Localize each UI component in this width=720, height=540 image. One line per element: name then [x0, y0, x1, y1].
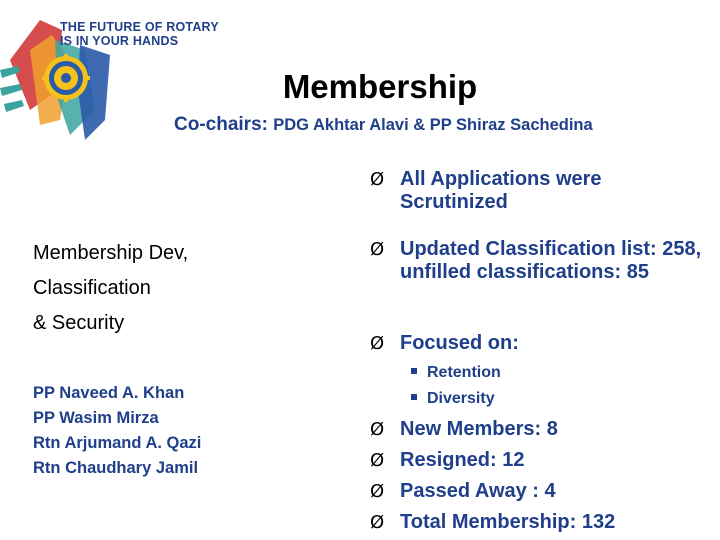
cochairs-names: PDG Akhtar Alavi & PP Shiraz Sachedina [273, 116, 593, 134]
logo-tagline-line: THE FUTURE OF ROTARY [60, 20, 219, 34]
sub-bullet-item [411, 361, 501, 384]
stat-text: Resigned: 12 [400, 449, 525, 471]
page-title: Membership [282, 68, 478, 105]
committee-heading-line: Membership Dev, [33, 242, 189, 264]
arrow-bullet-icon: Ø [370, 169, 385, 190]
sub-bullet-text: Diversity [427, 390, 495, 407]
logo-tagline [60, 20, 219, 48]
logo-tagline-line: IS IN YOUR HANDS [60, 34, 179, 48]
committee-heading [33, 236, 188, 341]
bullet-text: All Applications were Scrutinized [400, 168, 602, 213]
cochairs-line [174, 114, 593, 136]
committee-heading-line: & Security [33, 312, 125, 334]
stat-text: Passed Away : 4 [400, 480, 556, 502]
committee-heading-line: Classification [33, 277, 151, 299]
member-name: PP Wasim Mirza [33, 409, 159, 427]
stat-text: Total Membership: 132 [400, 511, 616, 533]
bullet-text: Focused on: [400, 332, 519, 354]
arrow-bullet-icon: Ø [370, 239, 385, 260]
arrow-bullet-icon: Ø [370, 512, 385, 533]
cochairs-label: Co-chairs: [174, 114, 268, 135]
member-name: Rtn Chaudhary Jamil [33, 459, 199, 477]
committee-members [33, 381, 201, 481]
sub-bullet-text: Retention [427, 364, 501, 381]
arrow-bullet-icon: Ø [370, 419, 385, 440]
arrow-bullet-icon: Ø [370, 450, 385, 471]
sub-bullet-item [411, 387, 495, 410]
member-name: PP Naveed A. Khan [33, 384, 185, 402]
square-bullet-icon [411, 368, 417, 374]
arrow-bullet-icon: Ø [370, 333, 385, 354]
stat-text: New Members: 8 [400, 418, 558, 440]
arrow-bullet-icon: Ø [370, 481, 385, 502]
square-bullet-icon [411, 394, 417, 400]
bullet-text: Updated Classification list: 258, unfilled classifications: 85 [400, 238, 702, 283]
member-name: Rtn Arjumand A. Qazi [33, 434, 202, 452]
